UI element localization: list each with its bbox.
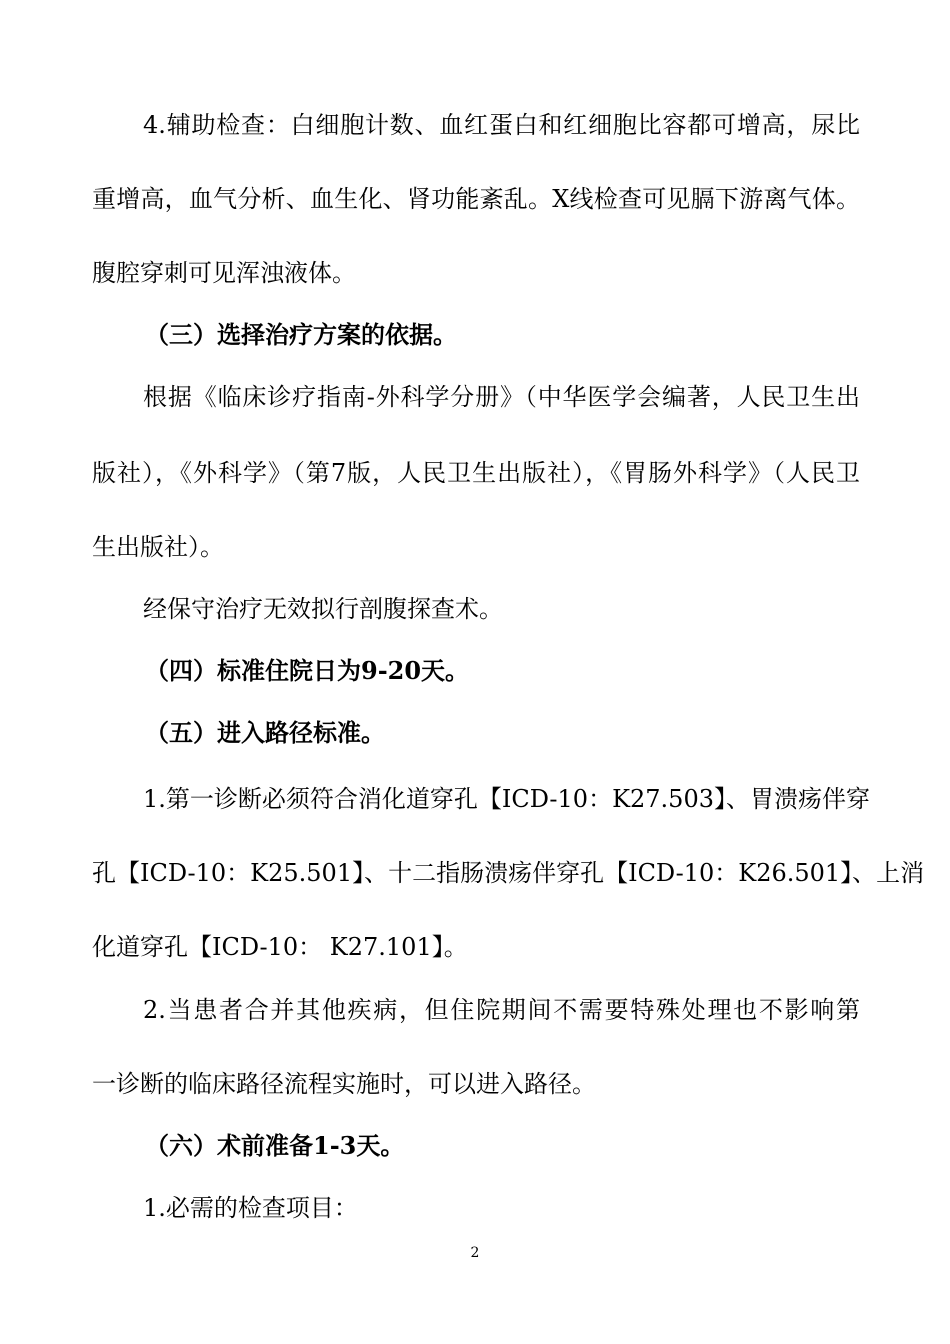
- paragraph-criteria-2-line-1: 2.当患者合并其他疾病，但住院期间不需要特殊处理也不影响第: [143, 996, 860, 1024]
- paragraph-surgery: 经保守治疗无效拟行剖腹探查术。: [143, 595, 503, 623]
- paragraph-basis-line-2: 版社），《外科学》（第7版，人民卫生出版社），《胃肠外科学》（人民卫: [92, 459, 860, 487]
- section-heading-5: （五）进入路径标准。: [145, 718, 385, 747]
- section-heading-6: （六）术前准备1-3天。: [145, 1131, 405, 1160]
- section-heading-4: （四）标准住院日为9-20天。: [145, 656, 470, 685]
- paragraph-basis-line-3: 生出版社）。: [92, 533, 224, 561]
- paragraph-aux-exam-line-1: 4.辅助检查：白细胞计数、血红蛋白和红细胞比容都可增高，尿比: [143, 111, 860, 139]
- paragraph-aux-exam-line-3: 腹腔穿刺可见浑浊液体。: [92, 259, 356, 287]
- page-number: 2: [470, 1245, 480, 1261]
- paragraph-required-exams: 1.必需的检查项目：: [143, 1194, 358, 1222]
- paragraph-basis-line-1: 根据《临床诊疗指南-外科学分册》（中华医学会编著，人民卫生出: [143, 383, 860, 411]
- paragraph-criteria-1-line-3: 化道穿孔【ICD-10： K27.101】。: [92, 933, 468, 961]
- paragraph-criteria-1-line-2: 孔【ICD-10：K25.501】、十二指肠溃疡伴穿孔【ICD-10：K26.501】、上消: [92, 859, 925, 887]
- paragraph-criteria-1-line-1: 1.第一诊断必须符合消化道穿孔【ICD-10：K27.503】、胃溃疡伴穿: [143, 785, 870, 813]
- paragraph-aux-exam-line-2: 重增高，血气分析、血生化、肾功能紊乱。X线检查可见膈下游离气体。: [92, 185, 860, 213]
- section-heading-3: （三）选择治疗方案的依据。: [145, 320, 457, 349]
- paragraph-criteria-2-line-2: 一诊断的临床路径流程实施时，可以进入路径。: [92, 1070, 596, 1098]
